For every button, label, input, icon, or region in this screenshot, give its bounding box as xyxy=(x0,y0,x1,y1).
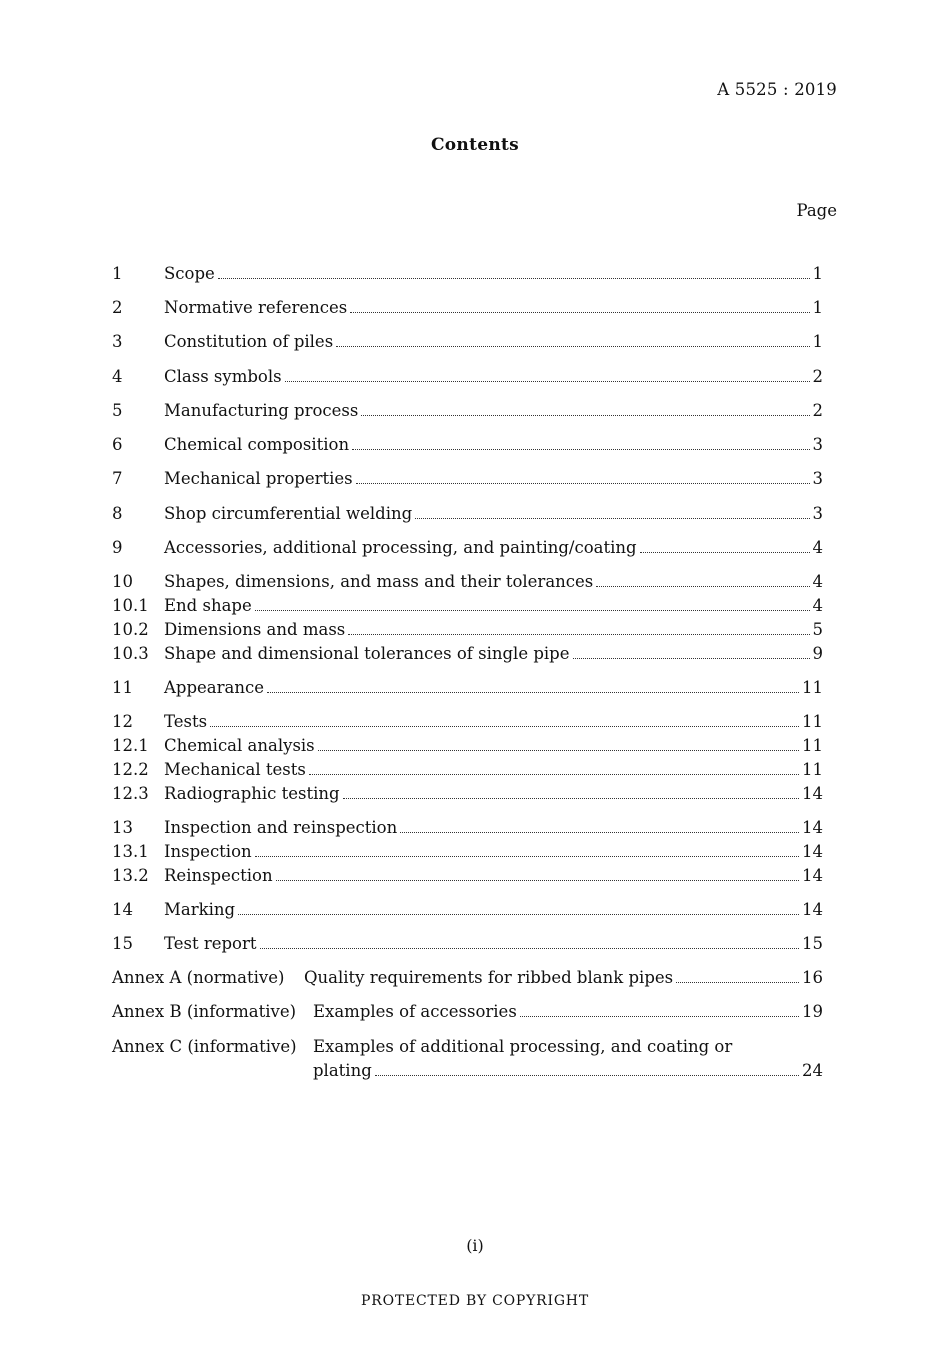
toc-entry[interactable] xyxy=(112,331,823,353)
toc-entry-page: 2 xyxy=(812,401,823,420)
toc-entry-page: 1 xyxy=(812,264,823,283)
annex-label: Annex C (informative) xyxy=(112,1037,297,1056)
toc-entry-title: Constitution of piles xyxy=(164,332,334,351)
annex-title: Examples of accessories xyxy=(313,1002,517,1021)
toc-entry[interactable] xyxy=(112,841,823,863)
toc-entry-page: 11 xyxy=(802,736,823,755)
toc-entry-title: Shape and dimensional tolerances of single pipe xyxy=(164,644,570,663)
leader-dots xyxy=(375,1074,799,1076)
toc-entry-page: 14 xyxy=(802,842,823,861)
toc-entry-page: 15 xyxy=(802,934,823,953)
toc-entry-title: Test report xyxy=(164,934,257,953)
toc-entry-page: 3 xyxy=(812,435,823,454)
toc-entry-page: 14 xyxy=(802,866,823,885)
toc-entry-number: 5 xyxy=(112,401,123,420)
annex-title-line1: Examples of additional processing, and coating or xyxy=(313,1037,733,1056)
annex-label: Annex B (informative) xyxy=(112,1002,297,1021)
toc-entry-number: 12.1 xyxy=(112,736,149,755)
leader-dots xyxy=(309,773,799,775)
leader-dots xyxy=(348,633,809,635)
toc-entry[interactable] xyxy=(112,468,823,490)
toc-entry-number: 12.2 xyxy=(112,760,149,779)
toc-entry[interactable] xyxy=(112,434,823,456)
toc-entry[interactable] xyxy=(112,933,823,955)
annex-label: Annex A (normative) xyxy=(112,968,285,987)
toc-entry-title: Chemical analysis xyxy=(164,736,315,755)
page-title: Contents xyxy=(430,135,520,155)
toc-entry-title: End shape xyxy=(164,596,252,615)
leader-dots xyxy=(255,855,799,857)
toc-entry-page: 11 xyxy=(802,678,823,697)
leader-dots xyxy=(318,749,799,751)
annex-page: 16 xyxy=(802,968,823,987)
toc-entry-title: Marking xyxy=(164,900,236,919)
leader-dots xyxy=(210,725,799,727)
leader-dots xyxy=(350,311,809,313)
toc-entry-page: 14 xyxy=(802,900,823,919)
toc-entry-number: 10.2 xyxy=(112,620,149,639)
toc-entry-title: Reinspection xyxy=(164,866,273,885)
toc-entry-page: 4 xyxy=(812,596,823,615)
toc-entry-number: 4 xyxy=(112,367,123,386)
toc-entry-number: 1 xyxy=(112,264,123,283)
toc-entry-number: 12.3 xyxy=(112,784,149,803)
leader-dots xyxy=(238,913,799,915)
toc-entry[interactable] xyxy=(112,537,823,559)
toc-entry[interactable] xyxy=(112,759,823,781)
toc-entry-page: 14 xyxy=(802,818,823,837)
toc-entry-title: Class symbols xyxy=(164,367,282,386)
toc-entry-title: Normative references xyxy=(164,298,348,317)
leader-dots xyxy=(356,482,810,484)
leader-dots xyxy=(352,448,809,450)
leader-dots xyxy=(336,345,809,347)
toc-entry-title: Mechanical tests xyxy=(164,760,306,779)
toc-entry-number: 14 xyxy=(112,900,133,919)
toc-entry-page: 3 xyxy=(812,504,823,523)
toc-entry[interactable] xyxy=(112,400,823,422)
toc-entry-page: 2 xyxy=(812,367,823,386)
toc-entry-page: 11 xyxy=(802,760,823,779)
annex-title: Quality requirements for ribbed blank pipes xyxy=(304,968,674,987)
toc-entry-title: Shapes, dimensions, and mass and their tolerances xyxy=(164,572,594,591)
toc-entry-title: Inspection xyxy=(164,842,252,861)
leader-dots xyxy=(255,609,810,611)
toc-entry-number: 11 xyxy=(112,678,133,697)
toc-entry-page: 5 xyxy=(812,620,823,639)
toc-entry-title: Tests xyxy=(164,712,208,731)
toc-entry-number: 2 xyxy=(112,298,123,317)
toc-entry-number: 3 xyxy=(112,332,123,351)
leader-dots xyxy=(573,657,810,659)
toc-entry[interactable] xyxy=(112,366,823,388)
annex-entry-a[interactable] xyxy=(112,967,823,989)
toc-entry-number: 10 xyxy=(112,572,133,591)
toc-entry[interactable] xyxy=(112,865,823,887)
toc-entry-title: Shop circumferential welding xyxy=(164,504,413,523)
leader-dots xyxy=(520,1015,799,1017)
toc-entry-title: Radiographic testing xyxy=(164,784,340,803)
leader-dots xyxy=(676,981,799,983)
leader-dots xyxy=(400,831,799,833)
toc-entry-page: 11 xyxy=(802,712,823,731)
leader-dots xyxy=(276,879,799,881)
leader-dots xyxy=(218,277,810,279)
toc-entry-title: Scope xyxy=(164,264,215,283)
leader-dots xyxy=(596,585,809,587)
toc-entry[interactable] xyxy=(112,643,823,665)
document-id: A 5525 : 2019 xyxy=(717,80,837,99)
toc-entry-title: Inspection and reinspection xyxy=(164,818,398,837)
leader-dots xyxy=(260,947,800,949)
annex-entry-b[interactable] xyxy=(112,1001,823,1023)
toc-entry-number: 13.2 xyxy=(112,866,149,885)
toc-entry-page: 3 xyxy=(812,469,823,488)
toc-entry-page: 1 xyxy=(812,298,823,317)
annex-title-line2: plating xyxy=(313,1061,372,1080)
toc-entry[interactable] xyxy=(112,735,823,757)
toc-entry-title: Chemical composition xyxy=(164,435,350,454)
annex-entry-c[interactable] xyxy=(112,1036,823,1082)
toc-entry[interactable] xyxy=(112,619,823,641)
annex-page: 24 xyxy=(802,1061,823,1080)
toc-entry[interactable] xyxy=(112,817,823,839)
toc-entry-page: 4 xyxy=(812,572,823,591)
toc-entry-number: 10.1 xyxy=(112,596,149,615)
annex-page: 19 xyxy=(802,1002,823,1021)
toc-entry[interactable] xyxy=(112,595,823,617)
toc-entry[interactable] xyxy=(112,571,823,593)
copyright-notice: PROTECTED BY COPYRIGHT xyxy=(361,1293,589,1309)
toc-entry-number: 6 xyxy=(112,435,123,454)
toc-entry-number: 13.1 xyxy=(112,842,149,861)
toc-entry-page: 4 xyxy=(812,538,823,557)
toc-entry-page: 1 xyxy=(812,332,823,351)
toc-entry-title: Appearance xyxy=(164,678,264,697)
toc-entry-number: 13 xyxy=(112,818,133,837)
toc-entry[interactable] xyxy=(112,297,823,319)
toc-entry-number: 8 xyxy=(112,504,123,523)
page-column-label: Page xyxy=(796,201,837,220)
toc-entry-title: Manufacturing process xyxy=(164,401,359,420)
toc-entry-number: 9 xyxy=(112,538,123,557)
toc-entry-number: 15 xyxy=(112,934,133,953)
toc-entry-page: 9 xyxy=(812,644,823,663)
toc-entry[interactable] xyxy=(112,263,823,285)
toc-entry-number: 10.3 xyxy=(112,644,149,663)
toc-entry[interactable] xyxy=(112,711,823,733)
toc-entry[interactable] xyxy=(112,899,823,921)
page-folio: (i) xyxy=(466,1236,484,1255)
toc-entry-title: Dimensions and mass xyxy=(164,620,346,639)
toc-entry[interactable] xyxy=(112,677,823,699)
leader-dots xyxy=(415,517,809,519)
leader-dots xyxy=(361,414,809,416)
toc-entry-number: 12 xyxy=(112,712,133,731)
toc-entry-title: Mechanical properties xyxy=(164,469,353,488)
leader-dots xyxy=(640,551,810,553)
toc-entry-page: 14 xyxy=(802,784,823,803)
toc-entry[interactable] xyxy=(112,783,823,805)
toc-entry[interactable] xyxy=(112,503,823,525)
leader-dots xyxy=(267,691,799,693)
toc-entry-title: Accessories, additional processing, and painting/coating xyxy=(164,538,637,557)
leader-dots xyxy=(285,380,810,382)
leader-dots xyxy=(343,797,799,799)
toc-entry-number: 7 xyxy=(112,469,123,488)
